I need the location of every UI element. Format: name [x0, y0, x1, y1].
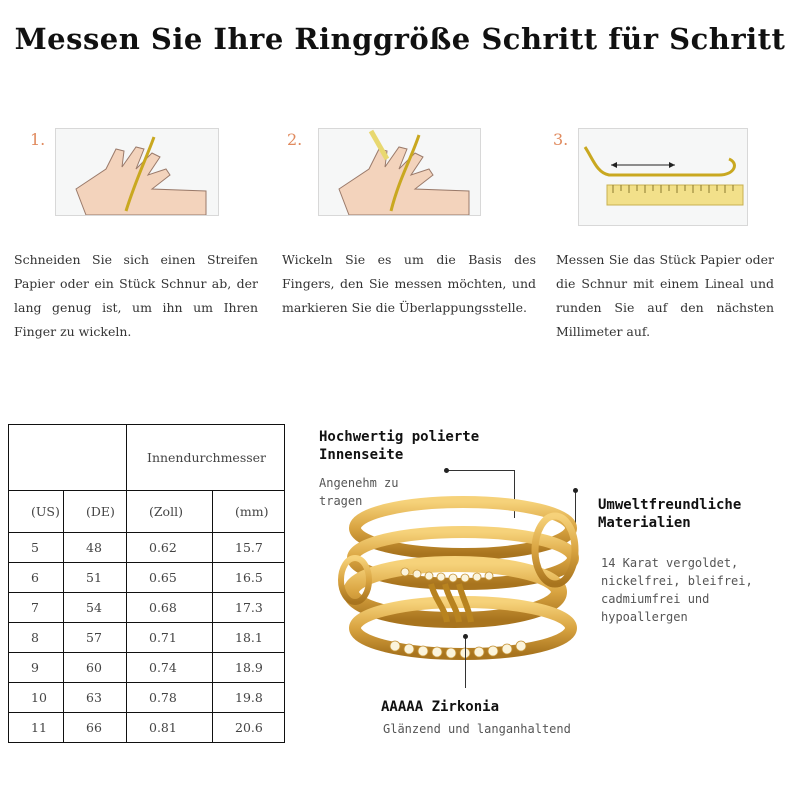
cell-us: 7 [9, 593, 64, 623]
step-3-illustration [578, 128, 748, 226]
cell-zoll: 0.78 [127, 683, 213, 713]
table-header-row [9, 425, 285, 491]
table-corner-cell [9, 425, 127, 491]
feature-zirconia-desc: Glänzend und langanhaltend [383, 722, 571, 736]
step-1-illustration [55, 128, 219, 216]
cell-zoll: 0.74 [127, 653, 213, 683]
cell-zoll: 0.65 [127, 563, 213, 593]
table-row [9, 713, 285, 743]
table-columns-row [9, 491, 285, 533]
cell-de: 51 [64, 563, 127, 593]
step-1-number: 1. [30, 130, 46, 149]
cell-de: 57 [64, 623, 127, 653]
cell-zoll: 0.81 [127, 713, 213, 743]
cell-zoll: 0.71 [127, 623, 213, 653]
cell-de: 60 [64, 653, 127, 683]
cell-de: 66 [64, 713, 127, 743]
hand-wrap-strip-icon [56, 129, 218, 215]
cell-zoll: 0.62 [127, 533, 213, 563]
table-row [9, 533, 285, 563]
cell-us: 6 [9, 563, 64, 593]
cell-us: 10 [9, 683, 64, 713]
table-row [9, 593, 285, 623]
table-row [9, 653, 285, 683]
column-zoll: (Zoll) [127, 491, 213, 533]
step-2-number: 2. [287, 130, 303, 149]
ring-size-table [8, 424, 285, 743]
cell-de: 54 [64, 593, 127, 623]
cell-us: 9 [9, 653, 64, 683]
step-3-text: Messen Sie das Stück Papier oder die Schnur mit einem Lineal und runden Sie auf den nächsten Millimeter auf. [556, 252, 774, 339]
cell-de: 48 [64, 533, 127, 563]
leader-dot [463, 634, 468, 639]
cell-mm: 16.5 [213, 563, 285, 593]
column-us: (US) [9, 491, 64, 533]
table-row [9, 623, 285, 653]
table-row [9, 563, 285, 593]
cell-zoll: 0.68 [127, 593, 213, 623]
column-mm: (mm) [213, 491, 285, 533]
cell-us: 8 [9, 623, 64, 653]
feature-inner-title: Hochwertig polierte Innenseite [319, 429, 480, 463]
cell-mm: 17.3 [213, 593, 285, 623]
cell-mm: 19.8 [213, 683, 285, 713]
cell-us: 11 [9, 713, 64, 743]
feature-material-title: Umweltfreundliche Materialien [598, 497, 742, 531]
cell-mm: 18.1 [213, 623, 285, 653]
step-1-text: Schneiden Sie sich einen Streifen Papier oder ein Stück Schnur ab, der lang genug ist, um ihn um Ihren Finger zu wickeln. [14, 252, 258, 339]
feature-inner-desc: Angenehm zu tragen [319, 476, 399, 508]
step-2-text: Wickeln Sie es um die Basis des Fingers, den Sie messen möchten, und markieren Sie die Überlappungsstelle. [282, 252, 536, 315]
column-de: (DE) [64, 491, 127, 533]
feature-zirconia-title: AAAAA Zirkonia [381, 699, 500, 715]
leader-dot [444, 468, 449, 473]
leader-line-inner [446, 470, 514, 471]
cell-de: 63 [64, 683, 127, 713]
table-group-header: Innendurchmesser [127, 425, 285, 491]
leader-line-zirconia [465, 636, 466, 688]
page-title: Messen Sie Ihre Ringgröße Schritt für Schritt [14, 22, 786, 56]
step-3-number: 3. [553, 130, 569, 149]
feature-material-desc: 14 Karat vergoldet, nickelfrei, bleifrei, cadmiumfrei und hypoallergen [601, 556, 753, 624]
table-row [9, 683, 285, 713]
cell-us: 5 [9, 533, 64, 563]
cell-mm: 18.9 [213, 653, 285, 683]
step-2-illustration [318, 128, 481, 216]
hand-mark-pen-icon [319, 129, 480, 215]
cell-mm: 15.7 [213, 533, 285, 563]
ruler-measure-icon [579, 129, 747, 225]
cell-mm: 20.6 [213, 713, 285, 743]
